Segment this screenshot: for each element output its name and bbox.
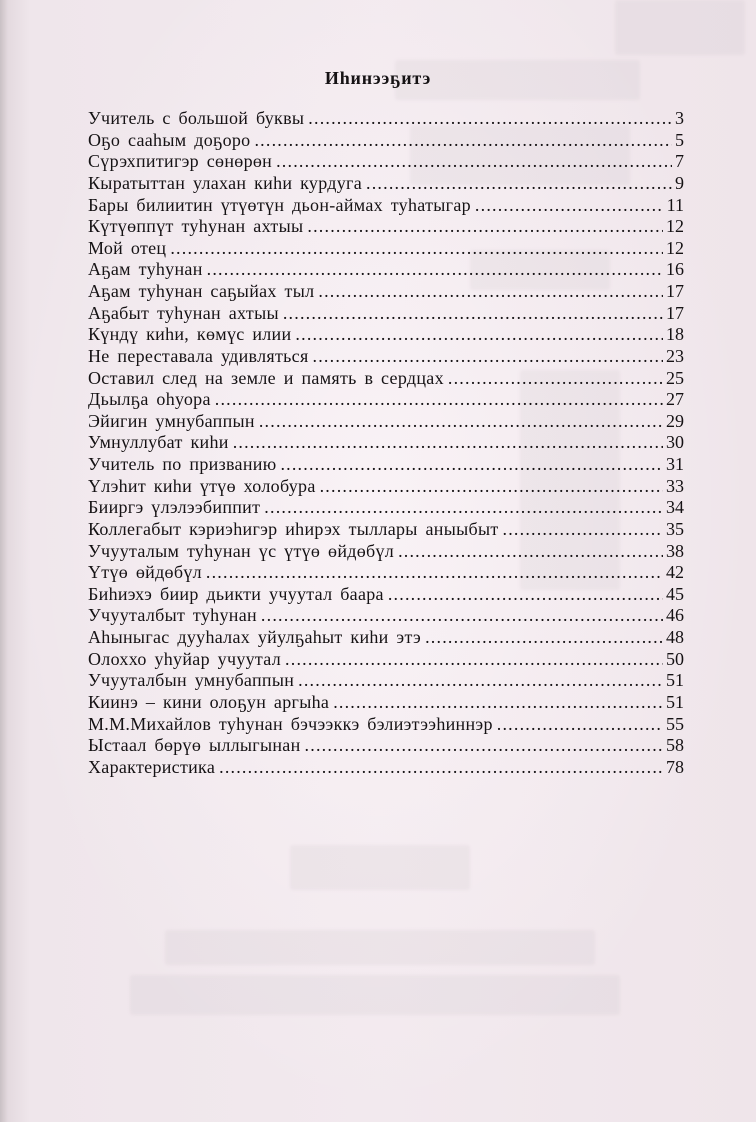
- toc-entry-page: 78: [666, 756, 684, 777]
- toc-entry: [88, 605, 684, 627]
- toc-entry-page: 29: [666, 410, 684, 431]
- dot-leader: [261, 605, 663, 627]
- toc-entry-title: Күндү киһи, көмүс илии: [88, 324, 292, 345]
- dot-leader: [425, 627, 663, 649]
- toc-entry: [88, 216, 684, 238]
- toc-entry-page: 17: [666, 302, 684, 323]
- toc-entry: [88, 562, 684, 584]
- toc-entry-title: Күтүөппүт туһунан ахтыы: [88, 216, 304, 237]
- toc-entry-title: Коллегабыт кэриэһигэр иһирэх тыллары аныыбыт: [88, 518, 499, 539]
- dot-leader: [283, 303, 663, 325]
- toc-entry-title: М.М.Михайлов туһунан бэчээккэ бэлиэтээһиннэр: [88, 713, 493, 734]
- toc-entry: [88, 476, 684, 498]
- toc-entry-title: Учууталбын умнубаппын: [88, 670, 295, 691]
- page-title: Иһинээҕитэ: [324, 68, 432, 88]
- toc-entry-page: 12: [666, 216, 684, 237]
- toc-entry-page: 7: [675, 151, 684, 172]
- toc-entry-title: Учитель с большой буквы: [88, 108, 305, 128]
- show-through-block: [165, 930, 595, 965]
- toc-entry-page: 12: [666, 237, 684, 258]
- show-through-block: [615, 0, 745, 55]
- toc-entry: [88, 541, 684, 563]
- dot-leader: [503, 519, 663, 541]
- dot-leader: [280, 454, 663, 476]
- toc-entry: [88, 259, 684, 281]
- toc-entry-page: 50: [666, 648, 684, 669]
- table-of-contents: [88, 108, 684, 778]
- toc-entry-page: 42: [666, 562, 684, 583]
- dot-leader: [170, 238, 663, 260]
- toc-entry-title: Үлэһит киһи үтүө холобура: [88, 475, 316, 496]
- dot-leader: [475, 195, 664, 217]
- toc-entry: [88, 670, 684, 692]
- toc-entry-page: 3: [675, 108, 684, 128]
- dot-leader: [215, 389, 663, 411]
- dot-leader: [333, 692, 663, 714]
- toc-entry-page: 38: [666, 540, 684, 561]
- toc-entry-page: 45: [666, 583, 684, 604]
- toc-entry: [88, 108, 684, 130]
- toc-entry: [88, 368, 684, 390]
- toc-entry: [88, 432, 684, 454]
- toc-entry-page: 46: [666, 605, 684, 626]
- dot-leader: [264, 497, 663, 519]
- toc-entry: [88, 519, 684, 541]
- toc-entry-title: Оставил след на земле и память в сердцах: [88, 367, 444, 388]
- dot-leader: [233, 432, 663, 454]
- dot-leader: [254, 130, 672, 152]
- toc-entry-page: 9: [675, 172, 684, 193]
- toc-entry-title: Учууталым туһунан үс үтүө өйдөбүл: [88, 540, 395, 561]
- toc-entry-title: Оҕо сааһым доҕоро: [88, 129, 251, 150]
- show-through-block: [290, 845, 470, 890]
- toc-entry: [88, 497, 684, 519]
- dot-leader: [366, 173, 672, 195]
- toc-entry-title: Аһыныгас дууһалах уйулҕаһыт киһи этэ: [88, 627, 422, 647]
- toc-entry: [88, 757, 684, 779]
- toc-entry: [88, 238, 684, 260]
- toc-entry-title: Үтүө өйдөбүл: [88, 562, 202, 583]
- toc-entry-page: 51: [666, 670, 684, 691]
- toc-entry-page: 31: [666, 454, 684, 474]
- dot-leader: [318, 281, 663, 303]
- dot-leader: [320, 476, 663, 498]
- toc-entry-title: Бииргэ үлэлээбиппит: [88, 497, 261, 518]
- toc-entry-page: 48: [666, 627, 684, 647]
- dot-leader: [313, 346, 663, 368]
- toc-entry-title: Аҕабыт туһунан ахтыы: [88, 302, 279, 323]
- toc-entry-title: Характеристика: [88, 756, 216, 777]
- toc-entry-page: 51: [666, 691, 684, 712]
- toc-entry-page: 18: [666, 324, 684, 345]
- dot-leader: [298, 670, 663, 692]
- toc-entry-page: 33: [666, 475, 684, 496]
- toc-entry-page: 17: [666, 281, 684, 301]
- toc-entry: [88, 692, 684, 714]
- toc-entry-title: Аҕам туһунан саҕыйах тыл: [88, 281, 315, 301]
- dot-leader: [307, 216, 663, 238]
- toc-entry-page: 23: [666, 345, 684, 366]
- toc-entry-title: Эйигин умнубаппын: [88, 410, 255, 431]
- toc-entry-page: 35: [666, 518, 684, 539]
- toc-entry-page: 30: [666, 432, 684, 453]
- toc-entry-title: Биһиэхэ биир дьикти учуутал баара: [88, 583, 384, 604]
- toc-entry-page: 16: [666, 259, 684, 280]
- toc-entry-title: Мой отец: [88, 237, 167, 258]
- dot-leader: [285, 649, 663, 671]
- dot-leader: [305, 735, 663, 757]
- toc-entry: [88, 735, 684, 757]
- dot-leader: [497, 714, 663, 736]
- toc-entry: [88, 151, 684, 173]
- toc-entry-title: Аҕам туһунан: [88, 259, 203, 280]
- toc-entry-title: Дьылҕа оһуора: [88, 389, 211, 410]
- toc-entry: [88, 411, 684, 433]
- toc-entry-title: Бары билиитин үтүөтүн дьон-аймах туһатыгар: [88, 194, 471, 215]
- toc-entry-title: Умнуллубат киһи: [88, 432, 229, 453]
- toc-entry-page: 11: [666, 194, 684, 215]
- toc-entry: [88, 389, 684, 411]
- toc-entry-page: 34: [666, 497, 684, 518]
- dot-leader: [206, 562, 663, 584]
- toc-entry: [88, 649, 684, 671]
- dot-leader: [295, 324, 663, 346]
- dot-leader: [308, 108, 672, 130]
- toc-entry: [88, 627, 684, 649]
- dot-leader: [398, 541, 663, 563]
- toc-entry: [88, 324, 684, 346]
- toc-entry: [88, 714, 684, 736]
- toc-entry-title: Олоххо уһуйар учуутал: [88, 648, 282, 669]
- toc-entry: [88, 584, 684, 606]
- toc-entry-title: Кыратыттан улахан киһи курдуга: [88, 172, 363, 193]
- toc-entry-title: Киинэ – кини олоҕун аргыһа: [88, 691, 330, 712]
- dot-leader: [276, 151, 672, 173]
- toc-entry: [88, 346, 684, 368]
- toc-entry-title: Не переставала удивляться: [88, 345, 309, 366]
- toc-entry-page: 25: [666, 367, 684, 388]
- toc-entry: [88, 173, 684, 195]
- toc-entry-page: 58: [666, 735, 684, 756]
- toc-entry-page: 55: [666, 713, 684, 734]
- toc-entry: [88, 195, 684, 217]
- toc-entry: [88, 130, 684, 152]
- dot-leader: [259, 411, 663, 433]
- toc-entry: [88, 303, 684, 325]
- toc-entry-page: 27: [666, 389, 684, 410]
- toc-entry-title: Сүрэхпитигэр сөнөрөн: [88, 151, 273, 172]
- toc-entry: [88, 281, 684, 303]
- toc-entry-title: Учитель по призванию: [88, 454, 277, 474]
- toc-entry: [88, 454, 684, 476]
- toc-entry-page: 5: [675, 129, 684, 150]
- toc-entry-title: Учууталбыт туһунан: [88, 605, 257, 626]
- dot-leader: [388, 584, 663, 606]
- show-through-block: [130, 975, 620, 1015]
- toc-entry-title: Ыстаал бөрүө ыллыгынан: [88, 735, 301, 756]
- dot-leader: [448, 368, 663, 390]
- dot-leader: [207, 259, 663, 281]
- dot-leader: [219, 757, 663, 779]
